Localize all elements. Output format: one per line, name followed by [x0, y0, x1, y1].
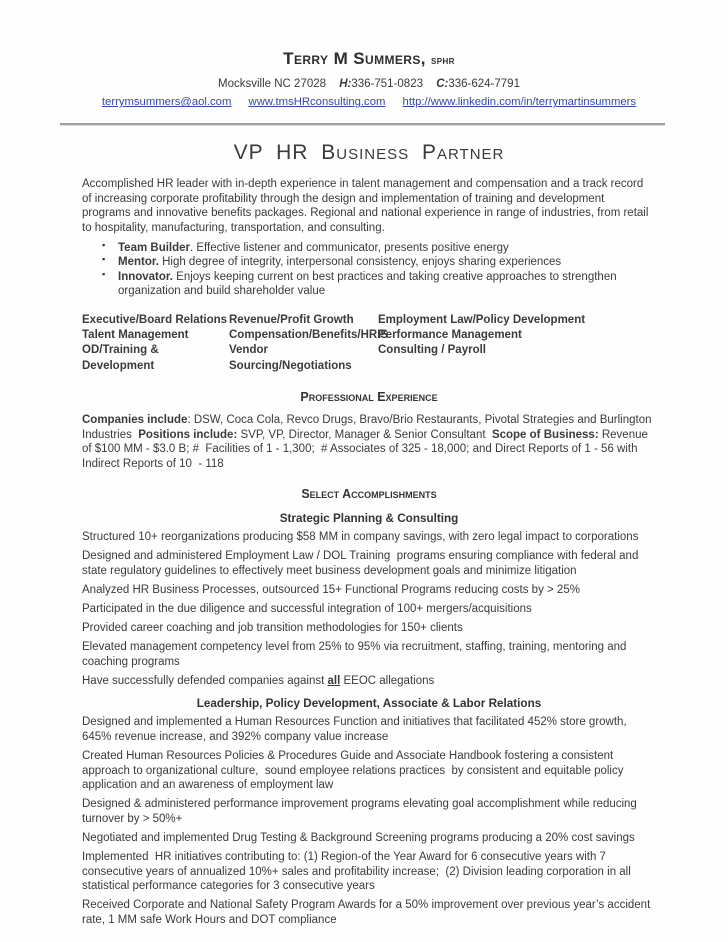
trait-text: Enjoys keeping current on best practices and taking creative approaches to strengthen organization and build shareholder value	[118, 270, 617, 298]
trait-label: Team Builder	[118, 241, 190, 254]
linkedin-link[interactable]: http://www.linkedin.com/in/terrymartinsummers	[402, 96, 637, 109]
contact-line	[82, 77, 656, 92]
experience-label: Scope of Business:	[491, 428, 599, 441]
home-phone-number: 336-751-0823	[351, 77, 423, 90]
section-heading-experience: Professional Experience	[300, 390, 438, 405]
accomplishment-item: Analyzed HR Business Processes, outsourced 15+ Functional Programs reducing costs by > 25%	[82, 583, 580, 596]
credential-badge: sphr	[430, 53, 455, 67]
person-name	[82, 48, 656, 70]
accomplishment-item: Participated in the due diligence and successful integration of 100+ mergers/acquisitions	[82, 602, 532, 615]
accomplishment-item: Implemented HR initiatives contributing to: (1) Region-of the Year Award for 6 consecutive years with 7 consecutive years of annualized 10%+ sales and profitability increase; (2) Division leading corporation in all statistical performance categories for 3 consecutive years	[82, 850, 631, 893]
cell-phone	[436, 78, 520, 90]
trait-text: . Effective listener and communicator, presents positive energy	[190, 241, 509, 254]
list-item	[82, 241, 656, 256]
accomplishment-item: Structured 10+ reorganizations producing $58 MM in company savings, with zero legal impact to corporations	[82, 531, 639, 544]
skill-item: Consulting / Payroll	[378, 344, 486, 357]
home-phone-label: H:	[339, 77, 352, 90]
skill-item: Executive/Board Relations	[82, 313, 228, 326]
location-text: Mocksville NC 27028	[218, 77, 327, 90]
skills-column-2	[229, 313, 389, 374]
skill-item: Employment Law/Policy Development	[378, 313, 586, 326]
subsection-heading-leadership: Leadership, Policy Development, Associate & Labor Relations	[196, 697, 542, 711]
skills-grid	[82, 313, 656, 374]
website-link[interactable]: www.tmsHRconsulting.com	[248, 96, 386, 109]
trait-text: High degree of integrity, interpersonal consistency, enjoys sharing experiences	[158, 256, 562, 269]
accomplishment-item: Designed and implemented a Human Resources Function and initiatives that facilitated 452% store growth, 645% revenue increase, and 392% company value increase	[82, 716, 627, 743]
experience-text: Revenue of $100 MM - $3.0 B; # Facilities of 1 - 1,300; # Associates of 325 - 18,000; and Direct Reports of 1 - 56 with Indirect Reports of 10 - 118	[82, 428, 648, 470]
skills-column-3	[378, 313, 656, 374]
eeoc-suffix: EEOC allegations	[340, 674, 435, 687]
trait-label: Innovator.	[118, 270, 173, 283]
skill-item: Vendor Sourcing/Negotiations	[229, 344, 352, 372]
list-item	[82, 270, 656, 299]
skill-item: Performance Management	[378, 329, 522, 342]
accomplishment-item: Designed & administered performance improvement programs elevating goal accomplishment while reducing turnover by > 50%+	[82, 798, 637, 825]
skill-item: Talent Management	[82, 329, 189, 342]
eeoc-prefix: Have successfully defended companies against	[82, 674, 328, 687]
home-phone	[339, 78, 423, 90]
accomplishment-item: Received Corporate and National Safety Program Awards for a 50% improvement over previous year’s accident rate, 1 MM safe Work Hours and DOT compliance	[82, 899, 651, 926]
experience-text: SVP, VP, Director, Manager & Senior Consultant	[237, 428, 492, 441]
accomplishment-item: Provided career coaching and job transition methodologies for 150+ clients	[82, 622, 463, 634]
accomplishment-item	[82, 674, 656, 689]
person-name-text: Terry M Summers,	[283, 49, 426, 68]
trait-label: Mentor.	[118, 256, 159, 269]
square-bullet-icon: ▪	[102, 254, 106, 265]
experience-paragraph	[82, 413, 656, 471]
email-link[interactable]: terrymsummers@aol.com	[101, 96, 232, 109]
list-item	[82, 255, 656, 270]
square-bullet-icon: ▪	[102, 239, 106, 250]
experience-label: Companies include	[82, 413, 188, 426]
skill-item: OD/Training & Development	[82, 344, 159, 372]
accomplishment-item: Elevated management competency level from 25% to 95% via recruitment, staffing, training, mentoring and coaching programs	[82, 641, 627, 668]
cell-phone-number: 336-624-7791	[448, 77, 520, 90]
accomplishment-item: Created Human Resources Policies & Procedures Guide and Associate Handbook fostering a consistent approach to organizational culture, sound employee relations practices by consistent and equitable policy application and an awareness of employment law	[82, 749, 624, 792]
cell-phone-label: C:	[436, 77, 449, 90]
subsection-heading-strategic: Strategic Planning & Consulting	[279, 512, 459, 526]
trait-list	[82, 241, 656, 299]
square-bullet-icon: ▪	[102, 268, 106, 279]
skill-item: Compensation/Benefits/HRIS	[229, 329, 389, 342]
experience-label: Positions include:	[138, 428, 238, 441]
skill-item: Revenue/Profit Growth	[229, 313, 354, 326]
skills-column-1	[82, 313, 229, 374]
section-heading-accomplishments: Select Accomplishments	[301, 487, 437, 502]
eeoc-emphasis: all	[327, 674, 341, 687]
contact-links	[82, 95, 656, 109]
header-divider	[60, 123, 665, 125]
page-title: VP HR Business Partner	[233, 140, 505, 164]
accomplishment-item: Designed and administered Employment Law / DOL Training programs ensuring compliance with federal and state regulatory guidelines to effectively meet business development goals and minimize litigation	[82, 550, 639, 577]
summary-paragraph: Accomplished HR leader with in-depth experience in talent management and compensation and a track record of increasing corporate profitability through the design and implementation of training and development programs and innovative benefits packages. Regional and national experience in range of industries, from retail to hospitality, manufacturing, transportation, and consulting.	[82, 178, 649, 234]
accomplishment-item: Negotiated and implemented Drug Testing & Background Screening programs producing a 20% cost savings	[82, 831, 635, 844]
experience-text: : DSW, Coca Cola, Revco Drugs, Bravo/Brio Restaurants, Pivotal Strategies and Burlington Industries	[82, 413, 652, 441]
